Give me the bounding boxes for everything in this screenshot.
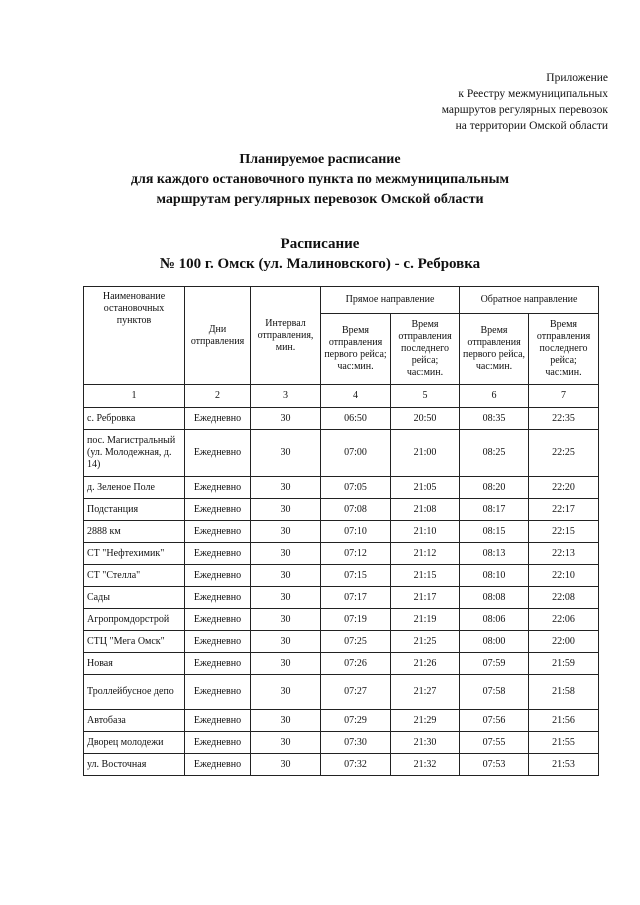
stop-name: д. Зеленое Поле — [84, 477, 185, 499]
reverse-last-time: 21:55 — [529, 732, 599, 754]
departure-days: Ежедневно — [185, 430, 251, 477]
column-number: 2 — [185, 385, 251, 408]
stop-name: с. Ребровка — [84, 408, 185, 430]
schedule-table — [83, 286, 599, 776]
table-row — [84, 430, 599, 477]
reverse-last-time: 22:13 — [529, 543, 599, 565]
title-line: маршрутам регулярных перевозок Омской области — [156, 192, 484, 207]
appendix-line: к Реестру межмуниципальных — [458, 88, 608, 100]
forward-first-time: 07:29 — [321, 710, 391, 732]
forward-first-time: 07:25 — [321, 631, 391, 653]
forward-last-time: 21:29 — [391, 710, 460, 732]
reverse-last-time: 21:53 — [529, 754, 599, 776]
header-reverse-first: Время отправления первого рейса, час:мин. — [460, 314, 529, 385]
interval-value: 30 — [251, 565, 321, 587]
forward-last-time: 21:25 — [391, 631, 460, 653]
departure-days: Ежедневно — [185, 587, 251, 609]
stop-name: Новая — [84, 653, 185, 675]
reverse-first-time: 07:58 — [460, 675, 529, 710]
interval-value: 30 — [251, 609, 321, 631]
appendix-line: маршрутов регулярных перевозок — [441, 104, 608, 116]
stop-name: 2888 км — [84, 521, 185, 543]
forward-first-time: 07:05 — [321, 477, 391, 499]
header-days: Дни отправления — [185, 287, 251, 385]
reverse-last-time: 22:06 — [529, 609, 599, 631]
table-row — [84, 565, 599, 587]
reverse-last-time: 22:20 — [529, 477, 599, 499]
schedule-heading: Расписание — [280, 236, 360, 252]
title-line: для каждого остановочного пункта по межмуниципальным — [130, 172, 510, 187]
route-name: № 100 г. Омск (ул. Малиновского) - с. Ребровка — [159, 256, 481, 272]
forward-last-time: 21:08 — [391, 499, 460, 521]
interval-value: 30 — [251, 408, 321, 430]
reverse-last-time: 21:59 — [529, 653, 599, 675]
table-row — [84, 543, 599, 565]
column-number: 5 — [391, 385, 460, 408]
header-stop: Наименование остановочных пунктов — [84, 287, 185, 385]
forward-first-time: 07:19 — [321, 609, 391, 631]
stop-name: Подстанция — [84, 499, 185, 521]
forward-last-time: 21:12 — [391, 543, 460, 565]
reverse-last-time: 22:08 — [529, 587, 599, 609]
forward-last-time: 21:00 — [391, 430, 460, 477]
forward-last-time: 21:10 — [391, 521, 460, 543]
interval-value: 30 — [251, 653, 321, 675]
forward-first-time: 07:10 — [321, 521, 391, 543]
stop-name: СТ "Нефтехимик" — [84, 543, 185, 565]
reverse-first-time: 07:59 — [460, 653, 529, 675]
column-number: 6 — [460, 385, 529, 408]
interval-value: 30 — [251, 521, 321, 543]
departure-days: Ежедневно — [185, 609, 251, 631]
table-row — [84, 408, 599, 430]
reverse-first-time: 07:55 — [460, 732, 529, 754]
departure-days: Ежедневно — [185, 543, 251, 565]
reverse-last-time: 22:10 — [529, 565, 599, 587]
stop-name: Агропромдорстрой — [84, 609, 185, 631]
interval-value: 30 — [251, 675, 321, 710]
table-row — [84, 675, 599, 710]
header-forward-first: Время отправления первого рейса; час:мин. — [321, 314, 391, 385]
stop-name: пос. Магистральный (ул. Молодежная, д. 14) — [84, 430, 185, 477]
departure-days: Ежедневно — [185, 565, 251, 587]
reverse-first-time: 08:06 — [460, 609, 529, 631]
appendix-line: Приложение — [546, 72, 608, 84]
forward-first-time: 07:17 — [321, 587, 391, 609]
interval-value: 30 — [251, 543, 321, 565]
forward-first-time: 07:12 — [321, 543, 391, 565]
reverse-last-time: 22:25 — [529, 430, 599, 477]
departure-days: Ежедневно — [185, 754, 251, 776]
interval-value: 30 — [251, 430, 321, 477]
table-row — [84, 732, 599, 754]
stop-name: СТ "Стелла" — [84, 565, 185, 587]
column-number: 3 — [251, 385, 321, 408]
reverse-first-time: 08:08 — [460, 587, 529, 609]
forward-first-time: 06:50 — [321, 408, 391, 430]
column-number: 4 — [321, 385, 391, 408]
stop-name: Автобаза — [84, 710, 185, 732]
title-line: Планируемое расписание — [239, 152, 401, 167]
departure-days: Ежедневно — [185, 675, 251, 710]
forward-first-time: 07:27 — [321, 675, 391, 710]
forward-last-time: 21:17 — [391, 587, 460, 609]
forward-first-time: 07:30 — [321, 732, 391, 754]
reverse-last-time: 21:56 — [529, 710, 599, 732]
column-number: 7 — [529, 385, 599, 408]
reverse-last-time: 22:17 — [529, 499, 599, 521]
forward-last-time: 21:32 — [391, 754, 460, 776]
reverse-first-time: 08:00 — [460, 631, 529, 653]
table-row — [84, 653, 599, 675]
appendix-line: на территории Омской области — [455, 120, 608, 132]
reverse-first-time: 08:17 — [460, 499, 529, 521]
table-row — [84, 631, 599, 653]
document-title — [0, 150, 640, 210]
header-forward-direction: Прямое направление — [321, 287, 460, 314]
departure-days: Ежедневно — [185, 521, 251, 543]
departure-days: Ежедневно — [185, 710, 251, 732]
reverse-first-time: 08:10 — [460, 565, 529, 587]
interval-value: 30 — [251, 754, 321, 776]
departure-days: Ежедневно — [185, 732, 251, 754]
forward-first-time: 07:26 — [321, 653, 391, 675]
reverse-first-time: 08:20 — [460, 477, 529, 499]
header-reverse-direction: Обратное направление — [460, 287, 599, 314]
reverse-last-time: 21:58 — [529, 675, 599, 710]
forward-first-time: 07:00 — [321, 430, 391, 477]
table-row — [84, 587, 599, 609]
reverse-last-time: 22:35 — [529, 408, 599, 430]
schedule-body — [84, 408, 599, 776]
forward-last-time: 21:27 — [391, 675, 460, 710]
forward-last-time: 21:05 — [391, 477, 460, 499]
reverse-last-time: 22:00 — [529, 631, 599, 653]
table-row — [84, 499, 599, 521]
stop-name: Сады — [84, 587, 185, 609]
table-row — [84, 477, 599, 499]
stop-name: Дворец молодежи — [84, 732, 185, 754]
header-reverse-last: Время отправления последнего рейса; час:мин. — [529, 314, 599, 385]
table-row — [84, 754, 599, 776]
departure-days: Ежедневно — [185, 499, 251, 521]
interval-value: 30 — [251, 587, 321, 609]
stop-name: СТЦ "Мега Омск" — [84, 631, 185, 653]
interval-value: 30 — [251, 499, 321, 521]
reverse-last-time: 22:15 — [529, 521, 599, 543]
forward-last-time: 21:15 — [391, 565, 460, 587]
departure-days: Ежедневно — [185, 653, 251, 675]
header-forward-last: Время отправления последнего рейса; час:мин. — [391, 314, 460, 385]
reverse-first-time: 07:56 — [460, 710, 529, 732]
forward-first-time: 07:15 — [321, 565, 391, 587]
appendix-note — [378, 70, 608, 134]
forward-last-time: 21:26 — [391, 653, 460, 675]
column-number: 1 — [84, 385, 185, 408]
header-interval: Интервал отправления, мин. — [251, 287, 321, 385]
stop-name: ул. Восточная — [84, 754, 185, 776]
schedule-title — [0, 234, 640, 274]
reverse-first-time: 07:53 — [460, 754, 529, 776]
reverse-first-time: 08:15 — [460, 521, 529, 543]
forward-last-time: 20:50 — [391, 408, 460, 430]
table-row — [84, 710, 599, 732]
reverse-first-time: 08:13 — [460, 543, 529, 565]
forward-first-time: 07:32 — [321, 754, 391, 776]
reverse-first-time: 08:35 — [460, 408, 529, 430]
departure-days: Ежедневно — [185, 477, 251, 499]
table-row — [84, 521, 599, 543]
interval-value: 30 — [251, 477, 321, 499]
departure-days: Ежедневно — [185, 631, 251, 653]
forward-last-time: 21:30 — [391, 732, 460, 754]
stop-name: Троллейбусное депо — [84, 675, 185, 710]
departure-days: Ежедневно — [185, 408, 251, 430]
forward-first-time: 07:08 — [321, 499, 391, 521]
interval-value: 30 — [251, 631, 321, 653]
interval-value: 30 — [251, 710, 321, 732]
interval-value: 30 — [251, 732, 321, 754]
table-row — [84, 609, 599, 631]
reverse-first-time: 08:25 — [460, 430, 529, 477]
forward-last-time: 21:19 — [391, 609, 460, 631]
